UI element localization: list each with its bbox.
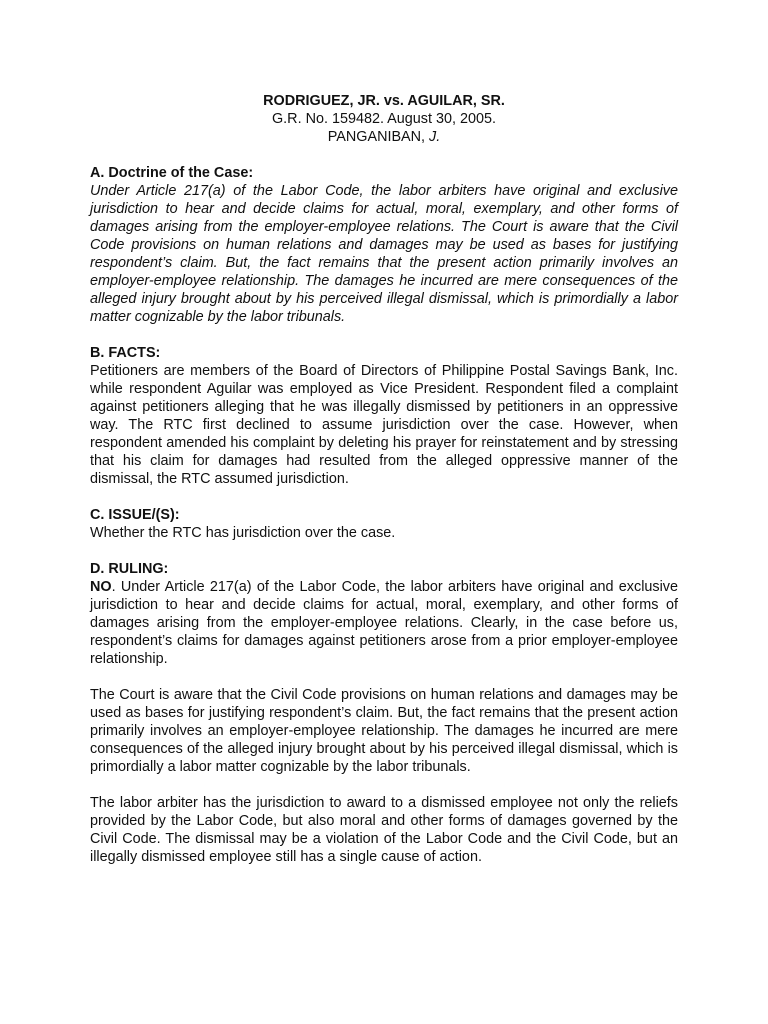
- ponente-suffix: J.: [429, 129, 441, 145]
- issue-section: [90, 506, 678, 542]
- facts-section: [90, 344, 678, 488]
- ruling-paragraph-1-text: . Under Article 217(a) of the Labor Code, the labor arbiters have original and exclusive jurisdiction to hear and decide claims for actual, moral, exemplary, and other forms of damages arising from the employer-employee relations. Clearly, in the case before us, respondent’s claims for damages against petitioners arose from a prior employer-employee relationship.: [90, 579, 678, 667]
- doctrine-text: Under Article 217(a) of the Labor Code, the labor arbiters have original and exclusive jurisdiction to hear and decide claims for actual, moral, exemplary, and other forms of damages arising from the employer-employee relations. The Court is aware that the Civil Code provisions on human relations and damages may be used as bases for justifying respondent’s claim. But, the fact remains that the present action primarily involves an employer-employee relationship. The damages he incurred are mere consequences of the alleged injury brought about by his perceived illegal dismissal, which is primordially a labor matter cognizable by the labor tribunals.: [90, 183, 678, 325]
- case-gr-number: [90, 110, 678, 128]
- issue-text: Whether the RTC has jurisdiction over the case.: [90, 525, 396, 541]
- case-header: [90, 92, 678, 146]
- ruling-paragraph-2: The Court is aware that the Civil Code provisions on human relations and damages may be used as bases for justifying respondent’s claim. But, the fact remains that the present action primarily involves an employer-employee relationship. The damages he incurred are mere consequences of the alleged injury brought about by his perceived illegal dismissal, which is primordially a labor matter cognizable by the labor tribunals.: [90, 687, 678, 775]
- ruling-answer: NO: [90, 579, 112, 595]
- case-ponente: [90, 128, 678, 146]
- ponente-name: PANGANIBAN,: [327, 129, 430, 145]
- ruling-section: [90, 560, 678, 866]
- gr-text: G.R. No. 159482. August 30, 2005.: [271, 111, 496, 127]
- document-page: [90, 92, 678, 884]
- ruling-heading: D. RULING:: [90, 561, 169, 577]
- doctrine-section: [90, 164, 678, 326]
- facts-heading: B. FACTS:: [90, 345, 161, 361]
- facts-text: Petitioners are members of the Board of Directors of Philippine Postal Savings Bank, Inc. while respondent Aguilar was employed as Vice President. Respondent filed a complaint against petitioners alleging that he was illegally dismissed by petitioners in an oppressive way. The RTC first declined to assume jurisdiction over the case. However, when respondent amended his complaint by deleting his prayer for reinstatement and by stressing that his claim for damages had resulted from the alleged oppressive manner of the dismissal, the RTC assumed jurisdiction.: [90, 363, 678, 487]
- ruling-paragraph-3: The labor arbiter has the jurisdiction to award to a dismissed employee not only the reliefs provided by the Labor Code, but also moral and other forms of damages governed by the Civil Code. The dismissal may be a violation of the Labor Code and the Civil Code, but an illegally dismissed employee still has a single cause of action.: [90, 795, 678, 865]
- issue-heading: C. ISSUE/(S):: [90, 507, 180, 523]
- case-title: RODRIGUEZ, JR. vs. AGUILAR, SR.: [263, 93, 505, 109]
- doctrine-heading: A. Doctrine of the Case:: [90, 165, 254, 181]
- ruling-paragraph-1: [90, 578, 678, 668]
